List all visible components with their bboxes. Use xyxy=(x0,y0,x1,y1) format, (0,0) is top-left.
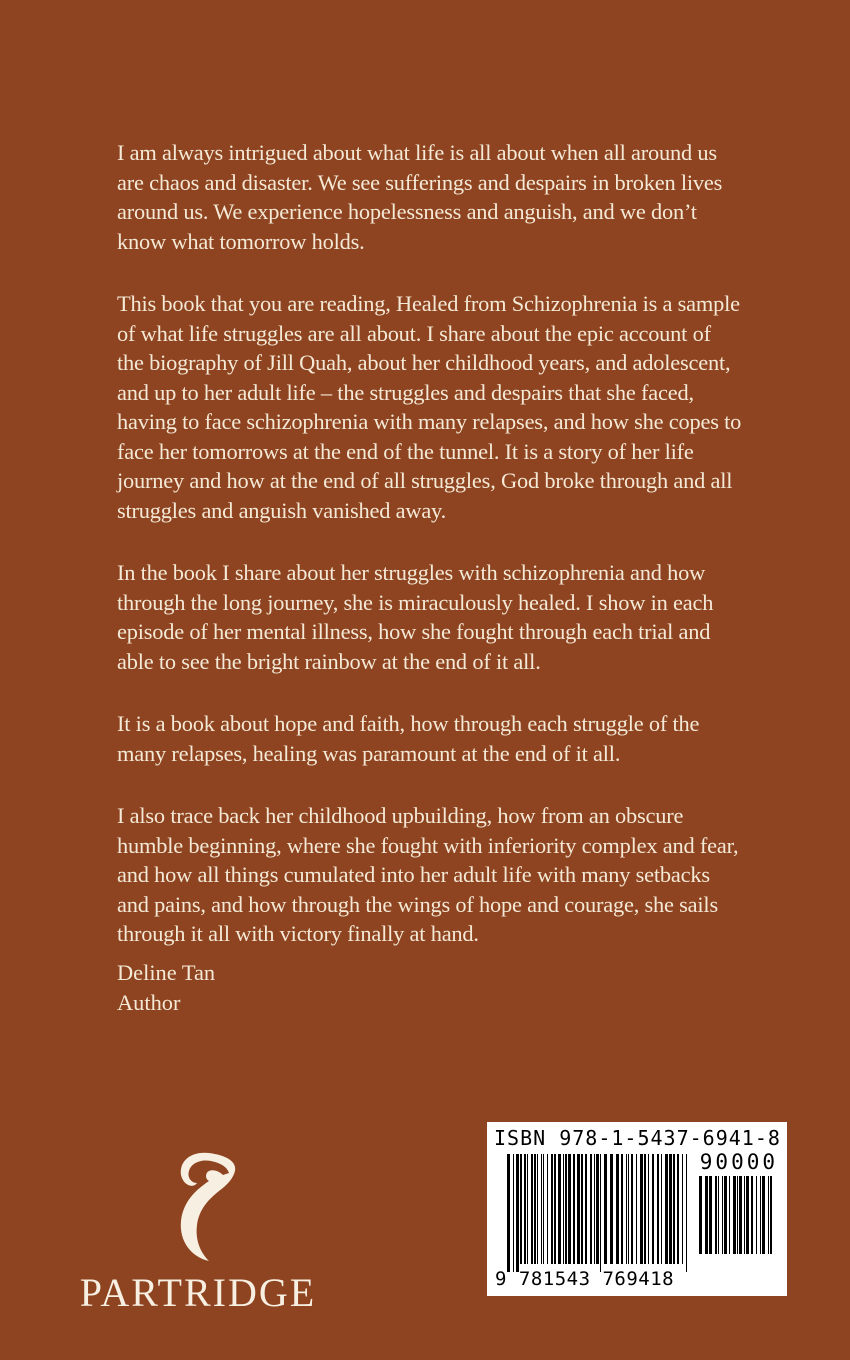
barcode-bar xyxy=(610,1154,613,1264)
publisher-name: PARTRIDGE xyxy=(79,1270,317,1315)
barcode-bar xyxy=(547,1154,548,1264)
blurb-paragraph-1: I am always intrigued about what life is all about when all around us are chaos and disaster. We see sufferings and despairs in broken lives around us. We experience hopelessness and anguish, and we don’t know what tomorrow holds. xyxy=(117,140,723,254)
barcode-bar xyxy=(718,1176,719,1254)
barcode-bar xyxy=(585,1154,587,1264)
barcode-bar xyxy=(652,1154,654,1264)
barcode-bar xyxy=(762,1176,765,1254)
barcode-bar xyxy=(673,1154,675,1264)
barcode-bar xyxy=(628,1154,629,1264)
barcode-bar xyxy=(520,1154,522,1264)
barcode-bar xyxy=(739,1176,742,1254)
barcode-bar xyxy=(534,1154,536,1264)
barcode-bar xyxy=(631,1154,633,1264)
barcode-bar xyxy=(669,1154,672,1264)
price-code: 90000 xyxy=(699,1150,778,1174)
barcode-bar xyxy=(551,1154,553,1264)
barcode-bar xyxy=(543,1154,544,1264)
barcode-bar xyxy=(573,1154,575,1264)
barcode-bar xyxy=(729,1176,730,1254)
isbn-label: ISBN 978-1-5437-6941-8 xyxy=(494,1126,781,1150)
barcode-bar xyxy=(590,1154,592,1264)
blurb-paragraph-2: This book that you are reading, Healed from Schizophrenia is a sample of what life struggles are all about. I share about the epic account of the biography of Jill Quah, about her childhood years, and adolescent, and up to her adult life – the struggles and despairs that she faced, having to face schizophrenia with many relapses, and how she copes to face her tomorrows at the end of the tunnel. It is a story of her life journey and how at the end of all struggles, God broke through and all struggles and anguish vanished away. xyxy=(117,291,742,523)
barcode-bar xyxy=(604,1154,607,1264)
barcode-bar xyxy=(733,1176,736,1254)
barcode-bar xyxy=(682,1154,683,1264)
barcode-bar xyxy=(715,1176,717,1254)
addon-barcode-bars xyxy=(699,1176,777,1254)
barcode-bar xyxy=(600,1154,601,1272)
barcode-bar xyxy=(665,1154,668,1264)
barcode-bar xyxy=(507,1154,510,1272)
author-role: Author xyxy=(117,990,181,1015)
barcode-bar xyxy=(737,1176,738,1254)
barcode-bar xyxy=(705,1176,708,1254)
barcode-bar xyxy=(644,1154,646,1264)
barcode-bar xyxy=(744,1176,745,1254)
barcode-bar xyxy=(626,1154,627,1264)
blurb-paragraph-5: I also trace back her childhood upbuilding, how from an obscure humble beginning, where she fought with inferiority complex and fear, and how all things cumulated into her adult life with many setbacks and pains, and how through the wings of hope and courage, she sails through it all with victory finally at hand. xyxy=(117,803,739,946)
barcode-bar xyxy=(699,1176,702,1254)
barcode-bar xyxy=(531,1154,533,1264)
barcode-bar xyxy=(709,1176,712,1254)
barcode-bar xyxy=(558,1154,561,1264)
barcode-bar xyxy=(724,1176,727,1254)
barcode-bar xyxy=(537,1154,538,1264)
barcode-bar xyxy=(677,1154,679,1264)
barcode-bar xyxy=(770,1176,772,1254)
back-cover-blurb xyxy=(117,138,742,982)
publisher-block xyxy=(58,1145,338,1316)
barcode-bar xyxy=(527,1154,528,1264)
barcode-bar xyxy=(722,1176,723,1254)
barcode-bar xyxy=(636,1154,637,1264)
barcode-bar xyxy=(563,1154,564,1264)
barcode-bar xyxy=(686,1154,687,1272)
author-signature xyxy=(117,958,215,1018)
barcode-bar xyxy=(594,1154,595,1264)
barcode-bar xyxy=(746,1176,749,1254)
barcode-bar xyxy=(513,1154,514,1272)
barcode-bar xyxy=(524,1154,526,1264)
isbn-barcode xyxy=(487,1122,787,1296)
barcode-bar xyxy=(554,1154,556,1264)
partridge-bird-logo-icon xyxy=(153,1145,243,1263)
barcode-bar xyxy=(657,1154,659,1264)
blurb-paragraph-3: In the book I share about her struggles with schizophrenia and how through the long journey, she is miraculously healed. I show in each episode of her mental illness, how she fought through each trial and able to see the bright rainbow at the end of it all. xyxy=(117,560,714,674)
barcode-bar xyxy=(568,1154,571,1264)
barcode-bar xyxy=(751,1176,753,1254)
barcode-bar xyxy=(768,1176,769,1254)
barcode-bar xyxy=(760,1176,761,1254)
blurb-paragraph-4: It is a book about hope and faith, how through each struggle of the many relapses, healing was paramount at the end of it all. xyxy=(117,711,700,766)
barcode-bar xyxy=(516,1154,519,1272)
barcode-bar xyxy=(756,1176,757,1254)
author-name: Deline Tan xyxy=(117,960,216,985)
barcode-bar xyxy=(581,1154,583,1264)
ean-barcode-bars xyxy=(507,1154,692,1272)
barcode-bar xyxy=(616,1154,619,1264)
barcode-bar xyxy=(640,1154,643,1264)
barcode-bar xyxy=(565,1154,567,1264)
barcode-bar xyxy=(596,1154,599,1264)
barcode-bar xyxy=(621,1154,623,1264)
barcode-bar xyxy=(661,1154,662,1264)
ean-digits: 9 781543 769418 xyxy=(495,1268,675,1290)
barcode-bar xyxy=(541,1154,542,1264)
barcode-bar xyxy=(577,1154,580,1264)
barcode-bar xyxy=(648,1154,649,1264)
